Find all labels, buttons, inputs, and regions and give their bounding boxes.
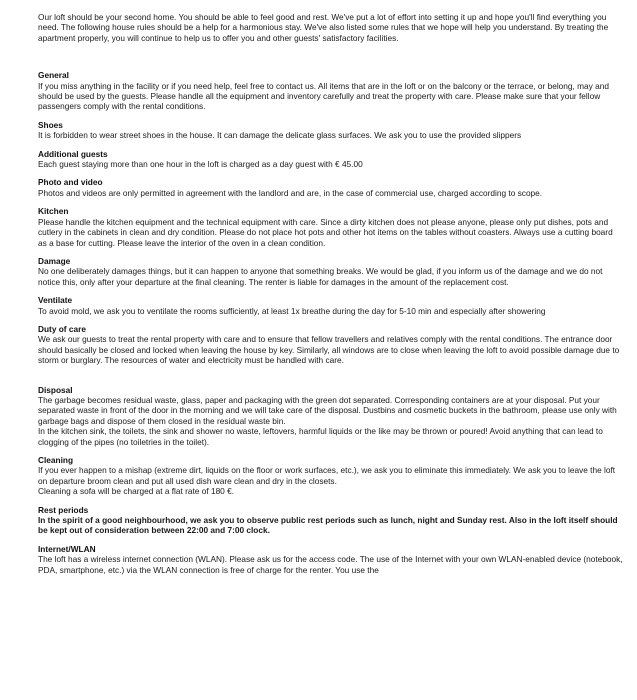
section-title: Additional guests	[38, 148, 108, 159]
intro-paragraph: Our loft should be your second home. You should be able to feel good and rest. We've put a lot of effort into setting it up and hope you'll find everything you need. The following house rules should be a help for a harmonious stay. We've also listed some rules that we hope will help you understand. By treating the apartment properly, you will continue to help us to offer you and other guests' satisfactory facilities.	[38, 12, 609, 43]
section-paragraph: The garbage becomes residual waste, glass, paper and packaging with the green dot separated. Corresponding containers are at your disposal. Put your separated waste in front of the door in the morning and we will take care of the disposal. Dustbins and cosmetic buckets in the bathroom, please use only with garbage bags and dispose of them closed in the residual waste bin.	[38, 394, 617, 426]
section-title: Photo and video	[38, 177, 103, 188]
section-paragraph: To avoid mold, we ask you to ventilate the rooms sufficiently, at least 1x breathe during the day for 5-10 min and especially after showering	[38, 305, 546, 316]
section-duty-of-care	[38, 324, 623, 366]
section-title: Cleaning	[38, 455, 74, 465]
section-ventilate	[38, 295, 623, 316]
section-title: General	[38, 70, 69, 81]
section-paragraph: It is forbidden to wear street shoes in the house. It can damage the delicate glass surfaces. We ask you to use the provided slippers	[38, 130, 522, 141]
section-kitchen	[38, 206, 623, 248]
section-title: Rest periods	[38, 504, 89, 515]
section-paragraph: We ask our guests to treat the rental property with care and to ensure that fellow travellers and relatives comply with the rental conditions. The entrance door should basically be closed and locked when leaving the house by key. Similarly, all windows are to close when leaving the loft to avoid possible damage due to storm or burglary. The resources of water and electricity must be handled with care.	[38, 334, 620, 366]
section-paragraph: Cleaning a sofa will be charged at a flat rate of 180 €.	[38, 486, 235, 497]
section-disposal	[38, 385, 623, 447]
section-photo-video	[38, 177, 623, 198]
section-rest-periods	[38, 505, 623, 536]
section-paragraph: Each guest staying more than one hour in the loft is charged as a day guest with € 45.00	[38, 159, 363, 170]
section-title: Kitchen	[38, 206, 69, 217]
section-paragraph: Photos and videos are only permitted in agreement with the landlord and are, in the case of commercial use, charged according to scope.	[38, 187, 543, 198]
section-title: Shoes	[38, 119, 63, 130]
section-shoes	[38, 120, 623, 141]
section-title: Disposal	[38, 384, 73, 395]
section-paragraph: The loft has a wireless internet connection (WLAN). Please ask us for the access code. The use of the Internet with your own WLAN-enabled device (notebook, PDA, smartphone, etc.) via the WLAN connection is free of charge for the renter. You use the	[38, 554, 623, 575]
section-paragraph: If you ever happen to a mishap (extreme dirt, liquids on the floor or work surfaces, etc.), we ask you to eliminate this immediately. We ask you to leave the loft on departure broom clean and put all used dish ware clean and dry in the closets.	[38, 465, 616, 486]
section-bold-paragraph: In the spirit of a good neighbourhood, we ask you to observe public rest periods such as lunch, night and Sunday rest. Also in the loft itself should be kept out of consideration between 22:00 and 7:00 clock.	[38, 515, 618, 536]
section-general	[38, 70, 623, 112]
section-paragraph: In the kitchen sink, the toilets, the sink and shower no waste, leftovers, harmful liquids or the like may be thrown or poured! Avoid anything that can lead to clogging of the pipes (no toiletries in the toilet).	[38, 426, 603, 447]
spacer	[38, 43, 623, 70]
section-title: Duty of care	[38, 323, 86, 334]
section-title: Internet/WLAN	[38, 543, 96, 554]
section-paragraph: No one deliberately damages things, but it can happen to anyone that something breaks. We would be glad, if you inform us of the damage and we do not notice this, only after your departure at the final cleaning. The renter is liable for damages in the amount of the replacement cost.	[38, 266, 603, 287]
section-title: Damage	[38, 255, 71, 266]
section-damage	[38, 256, 623, 287]
section-paragraph: If you miss anything in the facility or if you need help, feel free to contact us. All items that are in the loft or on the balcony or the terrace, or belong, may and should be used by the guests. Please handle all the equipment and inventory carefully and treat the property with care. Please make sure that your fellow passengers comply with the rental conditions.	[38, 80, 609, 112]
section-cleaning	[38, 455, 623, 497]
section-additional-guests	[38, 149, 623, 170]
section-title: Ventilate	[38, 295, 73, 306]
section-paragraph: Please handle the kitchen equipment and the technical equipment with care. Since a dirty kitchen does not please anyone, please only put dishes, pots and cutlery in the cabinets in clean and dry condition. Please do not place hot pots and other hot items on the tables without coasters. Always use a cutting board as a base for cutting. Please leave the interior of the oven in a clean condition.	[38, 216, 613, 248]
section-internet-wlan	[38, 544, 623, 575]
